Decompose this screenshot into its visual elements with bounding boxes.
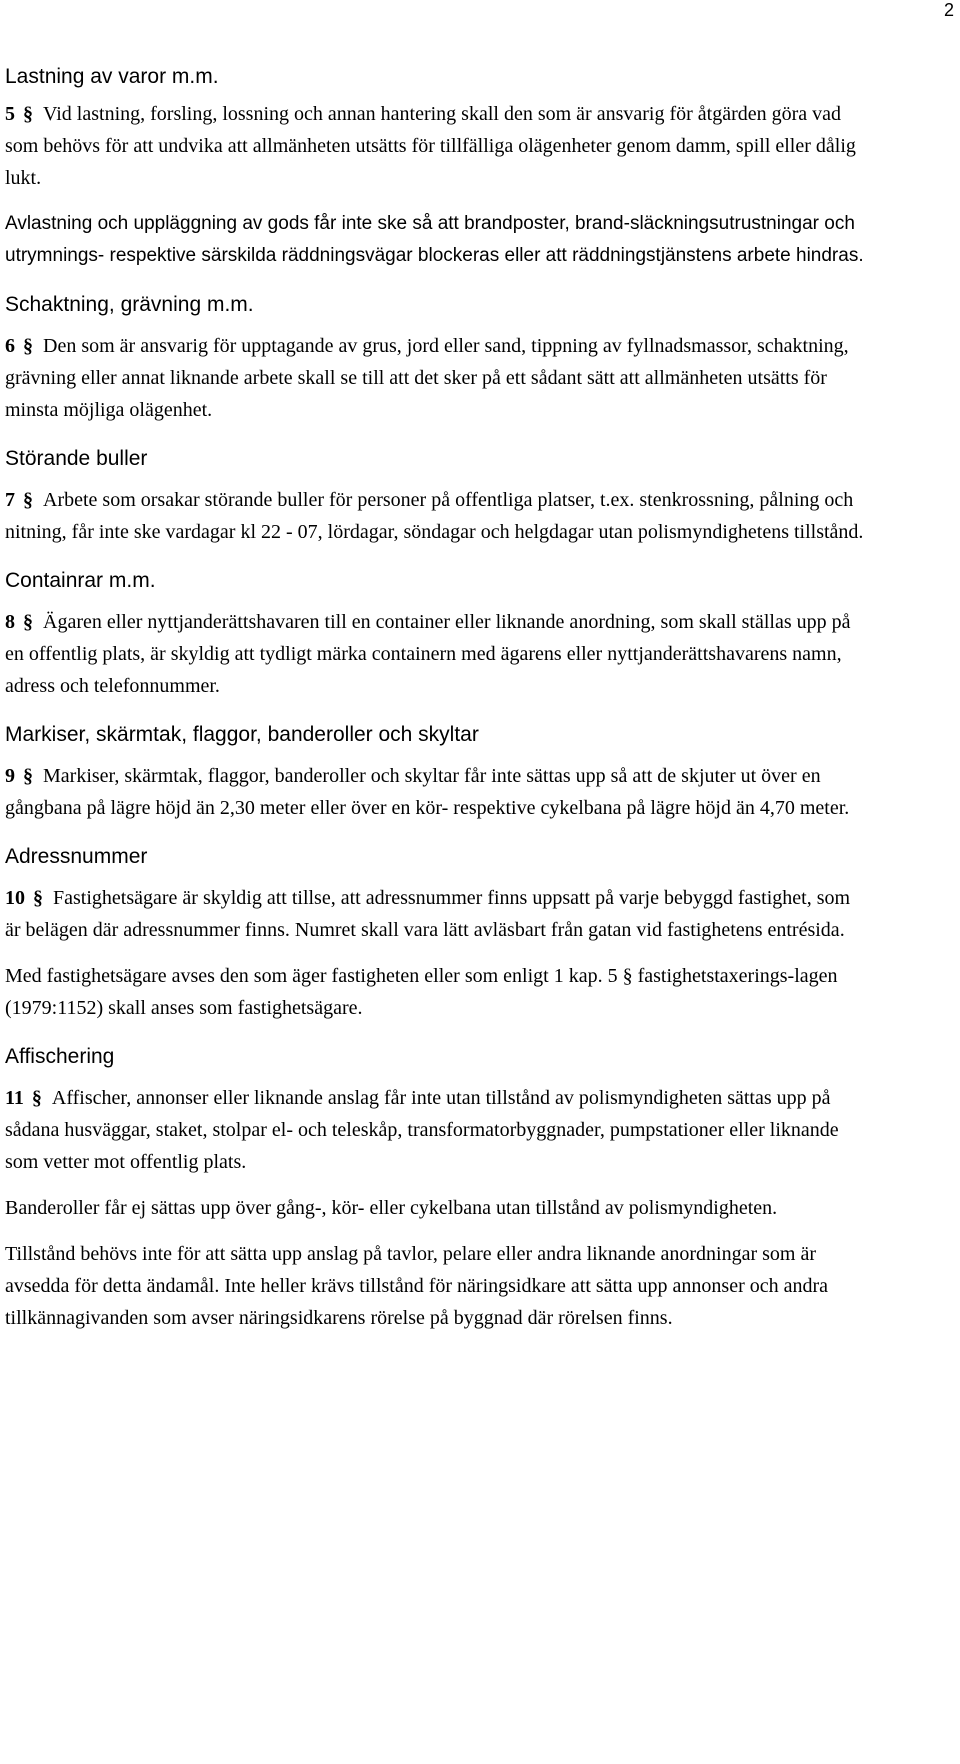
paragraph-text: Fastighetsägare är skyldig att tillse, att adressnummer finns uppsatt på varje bebyggd fastighet, som är belägen där adressnummer finns. Numret skall vara lätt avläsbart från gatan vid fastighetens entrésida. [5,887,851,941]
paragraph-text: Med fastighetsägare avses den som äger fastigheten eller som enligt 1 kap. 5 § fastighetstaxerings-lagen (1979:1152) skall anses som fastighetsägare. [5,965,838,1019]
paragraph-number: 7 [5,489,15,511]
section-heading: Schaktning, grävning m.m. [5,293,254,316]
section-buller [5,446,865,548]
section-affischering [5,1044,865,1334]
paragraph [5,1238,865,1334]
paragraph-text: Den som är ansvarig för upptagande av grus, jord eller sand, tippning av fyllnadsmassor, schaktning, grävning eller annat liknande arbete skall se till att det sker på ett sådant sätt att allmänheten utsätts för minsta möjliga olägenhet. [5,335,849,421]
paragraph [5,960,865,1024]
paragraph-text: Banderoller får ej sättas upp över gång-, kör- eller cykelbana utan tillstånd av polismyndigheten. [5,1197,778,1219]
paragraph-text: Avlastning och uppläggning av gods får inte ske så att brandposter, brand-släckningsutrustningar och utrymnings- respektive särskilda räddningsvägar blockeras eller att räddningstjänstens arbete hindras. [5,213,864,266]
paragraph [5,606,865,702]
section-heading: Lastning av varor m.m. [5,65,219,88]
paragraph [5,484,865,548]
section-heading: Störande buller [5,447,148,470]
paragraph [5,882,865,946]
section-schaktning [5,292,865,426]
section-heading: Containrar m.m. [5,569,156,592]
paragraph [5,208,865,272]
section-lastning [5,64,865,272]
section-sign: § [23,489,33,511]
paragraph-text: Arbete som orsakar störande buller för personer på offentliga platser, t.ex. stenkrossning, pålning och nitning, får inte ske vardagar kl 22 - 07, lördagar, söndagar och helgdagar utan polismyndighetens tillstånd. [5,489,864,543]
paragraph-number: 9 [5,765,15,787]
paragraph-text: Vid lastning, forsling, lossning och annan hantering skall den som är ansvarig för åtgärden göra vad som behövs för att undvika att allmänheten utsätts för tillfälliga olägenheter genom damm, spill eller dålig lukt. [5,103,856,189]
section-sign: § [23,103,33,125]
paragraph [5,98,865,194]
paragraph-number: 10 [5,887,25,909]
section-sign: § [33,887,43,909]
paragraph [5,330,865,426]
page-number: 2 [943,0,954,20]
section-sign: § [23,765,33,787]
section-sign: § [23,611,33,633]
paragraph-number: 11 [5,1087,24,1109]
section-heading: Affischering [5,1045,115,1068]
section-sign: § [23,335,33,357]
section-heading: Adressnummer [5,845,148,868]
paragraph-number: 8 [5,611,15,633]
paragraph-text: Ägaren eller nyttjanderättshavaren till en container eller liknande anordning, som skall ställas upp på en offentlig plats, är skyldig att tydligt märka containern med ägarens eller nyttjanderättshavarens namn, adress och telefonnummer. [5,611,851,697]
paragraph-number: 6 [5,335,15,357]
paragraph-text: Markiser, skärmtak, flaggor, banderoller och skyltar får inte sättas upp så att de skjuter ut över en gångbana på lägre höjd än 2,30 meter eller över en kör- respektive cykelbana på lägre höjd än 4,70 meter. [5,765,850,819]
section-adressnummer [5,844,865,1024]
document-body [5,64,865,1354]
paragraph-number: 5 [5,103,15,125]
section-containrar [5,568,865,702]
paragraph-text: Affischer, annonser eller liknande anslag får inte utan tillstånd av polismyndigheten sättas upp på sådana husväggar, staket, stolpar el- och teleskåp, transformatorbyggnader, pumpstationer eller liknande som vetter mot offentlig plats. [5,1087,839,1173]
paragraph [5,1082,865,1178]
paragraph [5,1192,865,1224]
paragraph [5,760,865,824]
paragraph-text: Tillstånd behövs inte för att sätta upp anslag på tavlor, pelare eller andra liknande anordningar som är avsedda för detta ändamål. Inte heller krävs tillstånd för näringsidkare att sätta upp annonser och andra tillkännagivanden som avser näringsidkarens rörelse på byggnad där rörelsen finns. [5,1243,829,1329]
section-sign: § [31,1087,42,1109]
section-markiser [5,722,865,824]
section-heading: Markiser, skärmtak, flaggor, banderoller och skyltar [5,723,479,746]
